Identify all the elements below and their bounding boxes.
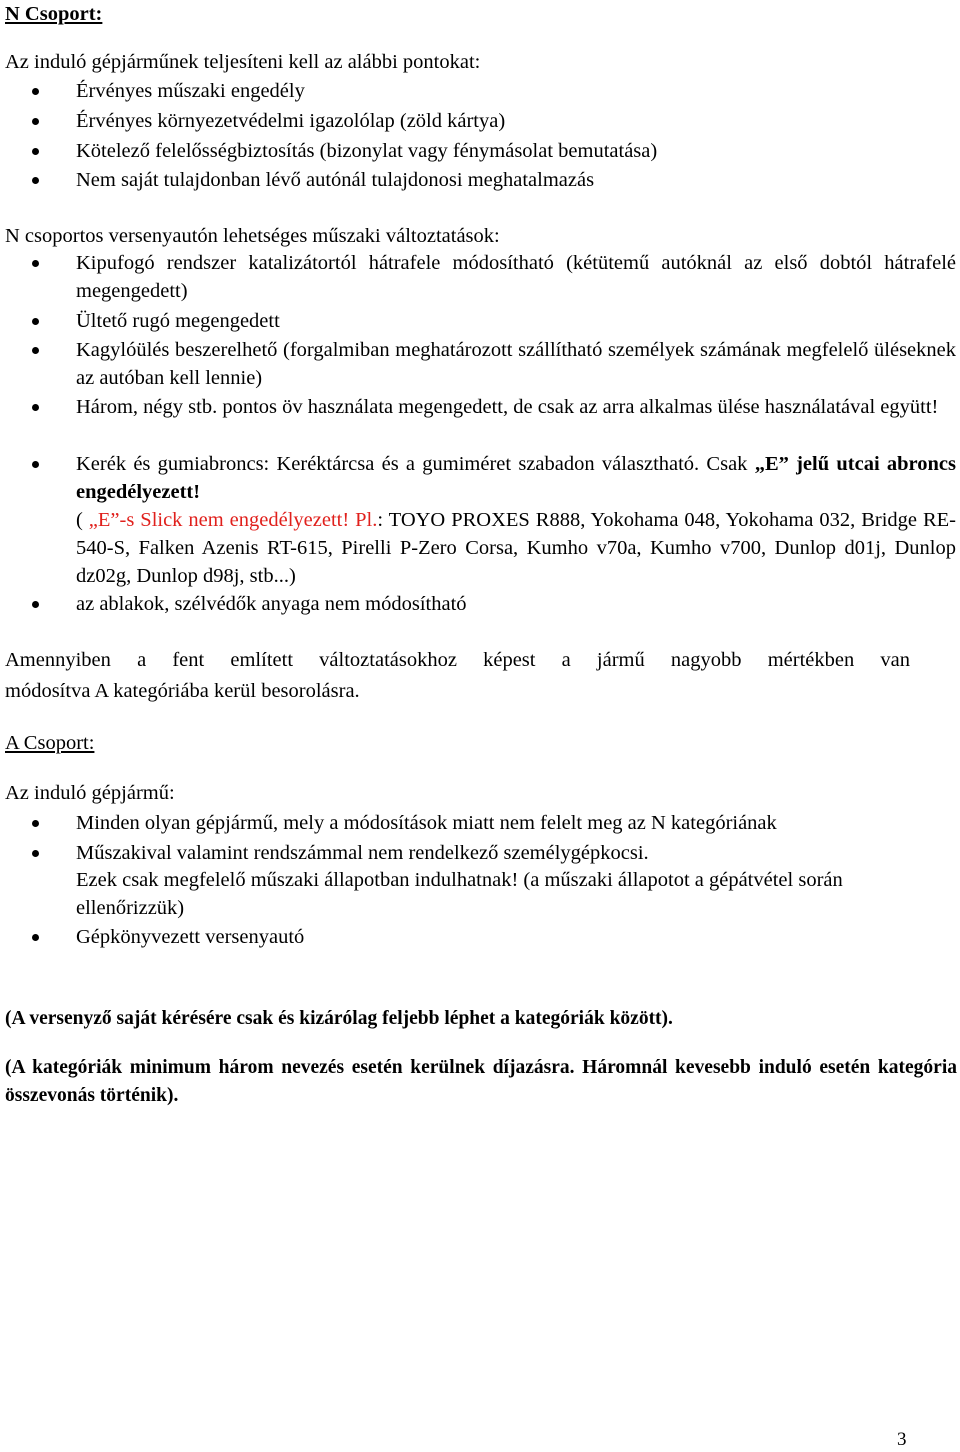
list-item: Műszakival valamint rendszámmal nem rendelkező személygépkocsi.	[76, 839, 956, 867]
bullet-icon	[32, 177, 39, 184]
bullet-icon	[32, 347, 39, 354]
bullet-icon	[32, 820, 39, 827]
bullet-icon	[32, 601, 39, 608]
closing-note-2: (A kategóriák minimum három nevezés esetén kerülnek díjazásra. Háromnál kevesebb induló esetén kategória összevonás történik).	[5, 1057, 957, 1106]
list-item: Nem saját tulajdonban lévő autónál tulajdonosi meghatalmazás	[76, 166, 956, 194]
n-group-note: Amennyiben a fent említett változtatásokhoz képest a jármű nagyobb mértékben van módosítva A kategóriába kerül besorolásra.	[5, 649, 910, 702]
bullet-icon	[32, 260, 39, 267]
closing-note-1: (A versenyző saját kérésére csak és kizárólag feljebb léphet a kategóriák között).	[5, 1008, 673, 1029]
bullet-icon	[32, 934, 39, 941]
list-item: Kötelező felelősségbiztosítás (bizonylat vagy fénymásolat bemutatása)	[76, 137, 956, 165]
list-item: Három, négy stb. pontos öv használata megengedett, de csak az arra alkalmas ülése használatával együtt!	[76, 393, 956, 421]
list-item: az ablakok, szélvédők anyaga nem módosítható	[76, 590, 956, 618]
n-mods-intro: N csoportos versenyautón lehetséges műszaki változtatások:	[5, 225, 500, 247]
list-item: Kagylóülés beszerelhető (forgalmiban meghatározott szállítható személyek számának megfelelő üléseknek az autóban kell lennie)	[76, 336, 956, 392]
list-item: Minden olyan gépjármű, mely a módosítások miatt nem felelt meg az N kategóriának	[76, 809, 956, 837]
list-item: Kerék és gumiabroncs: Keréktárcsa és a gumiméret szabadon választható. Csak „E” jelű utcai abroncs engedélyezett! ( „E”-s Slick nem engedélyezett! Pl.: TOYO PROXES R888, Yokohama 048, Yokohama 032, Bridge RE-540-S, Falken Azenis RT-615, Pirelli P-Zero Corsa, Kumho v70a, Kumho v700, Dunlop d01j, Dunlop dz02g, Dunlop d98j, stb...)	[76, 450, 956, 590]
bullet-icon	[32, 148, 39, 155]
bullet-icon	[32, 88, 39, 95]
bullet-icon	[32, 850, 39, 857]
bullet-icon	[32, 118, 39, 125]
list-item: Érvényes környezetvédelmi igazolólap (zöld kártya)	[76, 107, 956, 135]
list-item: Ültető rugó megengedett	[76, 307, 956, 335]
n-group-heading: N Csoport:	[5, 3, 103, 25]
a-group-intro: Az induló gépjármű:	[5, 782, 175, 804]
page-number: 3	[897, 1429, 907, 1450]
a-group-heading: A Csoport:	[5, 732, 95, 754]
list-item: Érvényes műszaki engedély	[76, 77, 956, 105]
list-item: Kipufogó rendszer katalizátortól hátrafele módosítható (kétütemű autóknál az első dobtól hátrafelé megengedett)	[76, 249, 956, 305]
n-group-intro: Az induló gépjárműnek teljesíteni kell az alábbi pontokat:	[5, 51, 481, 73]
bullet-icon	[32, 318, 39, 325]
bullet-icon	[32, 461, 39, 468]
list-item-continuation: Ezek csak megfelelő műszaki állapotban indulhatnak! (a műszaki állapotot a gépátvétel során ellenőrizzük)	[76, 869, 843, 919]
bullet-icon	[32, 404, 39, 411]
list-item: Gépkönyvezett versenyautó	[76, 923, 956, 951]
